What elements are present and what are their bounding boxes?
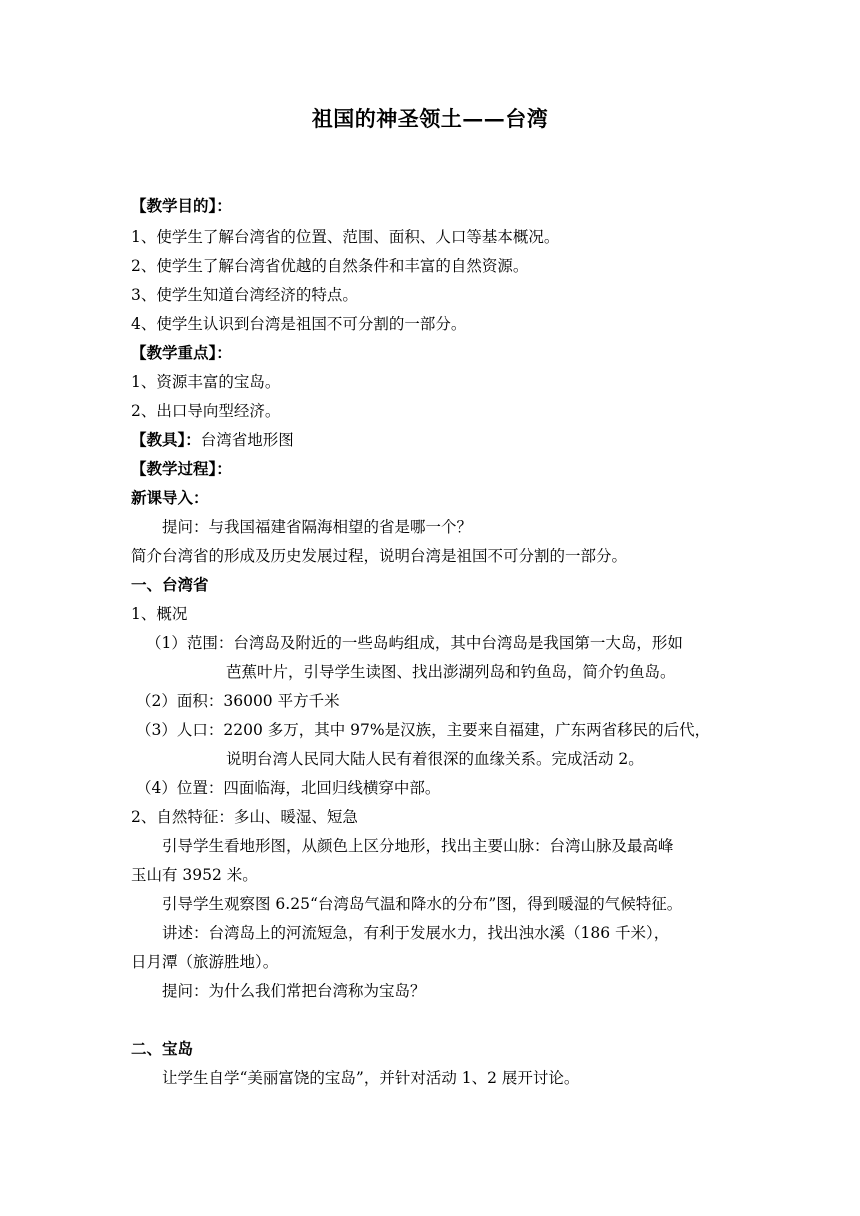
population-line-2: 说明台湾人民同大陆人民有着很深的血缘关系。完成活动 2。 (226, 750, 644, 768)
terrain-line-2: 玉山有 3952 米。 (131, 866, 258, 884)
treasure-island-question: 提问：为什么我们常把台湾称为宝岛？ (162, 982, 426, 1000)
objective-item: 4、使学生认识到台湾是祖国不可分割的一部分。 (131, 315, 467, 333)
key-points-heading: 【教学重点】： (131, 343, 232, 362)
objective-item: 3、使学生知道台湾经济的特点。 (131, 286, 358, 304)
document-title: 祖国的神圣领土——台湾 (311, 106, 549, 131)
key-point-item: 2、出口导向型经济。 (131, 402, 281, 420)
scope-line-1: （1）范围：台湾岛及附近的一些岛屿组成，其中台湾岛是我国第一大岛，形如 (146, 634, 683, 652)
intro-question: 提问：与我国福建省隔海相望的省是哪一个？ (162, 518, 473, 536)
rivers-line-1: 讲述：台湾岛上的河流短急，有利于发展水力，找出浊水溪（186 千米）， (162, 924, 670, 942)
scope-line-2: 芭蕉叶片，引导学生读图、找出澎湖列岛和钓鱼岛，简介钓鱼岛。 (226, 663, 676, 681)
key-point-item: 1、资源丰富的宝岛。 (131, 373, 281, 391)
section2-text: 让学生自学“美丽富饶的宝岛”，并针对活动 1、2 展开讨论。 (162, 1069, 580, 1087)
process-heading: 【教学过程】： (131, 459, 232, 478)
section1-heading: 一、台湾省 (131, 575, 209, 594)
natural-features-heading: 2、自然特征：多山、暖湿、短急 (131, 808, 358, 826)
overview-heading: 1、概况 (131, 605, 188, 623)
tools-line (131, 428, 294, 452)
area-line: （2）面积：36000 平方千米 (136, 692, 340, 710)
location-line: （4）位置：四面临海，北回归线横穿中部。 (136, 779, 441, 797)
objectives-heading: 【教学目的】： (131, 196, 232, 215)
objective-item: 1、使学生了解台湾省的位置、范围、面积、人口等基本概况。 (131, 228, 560, 246)
intro-text: 简介台湾省的形成及历史发展过程，说明台湾是祖国不可分割的一部分。 (131, 547, 628, 565)
tools-heading: 【教具】： (131, 430, 201, 449)
climate-line: 引导学生观察图 6.25“台湾岛气温和降水的分布”图，得到暖湿的气候特征。 (162, 895, 683, 913)
terrain-line-1: 引导学生看地形图，从颜色上区分地形，找出主要山脉：台湾山脉及最高峰 (162, 837, 674, 855)
intro-heading: 新课导入： (131, 488, 209, 507)
tools-text: 台湾省地形图 (200, 431, 294, 449)
rivers-line-2: 日月潭（旅游胜地）。 (131, 953, 279, 971)
population-line-1: （3）人口：2200 多万，其中 97%是汉族，主要来自福建，广东两省移民的后代， (136, 721, 711, 739)
objective-item: 2、使学生了解台湾省优越的自然条件和丰富的自然资源。 (131, 257, 529, 275)
section2-heading: 二、宝岛 (131, 1039, 194, 1058)
